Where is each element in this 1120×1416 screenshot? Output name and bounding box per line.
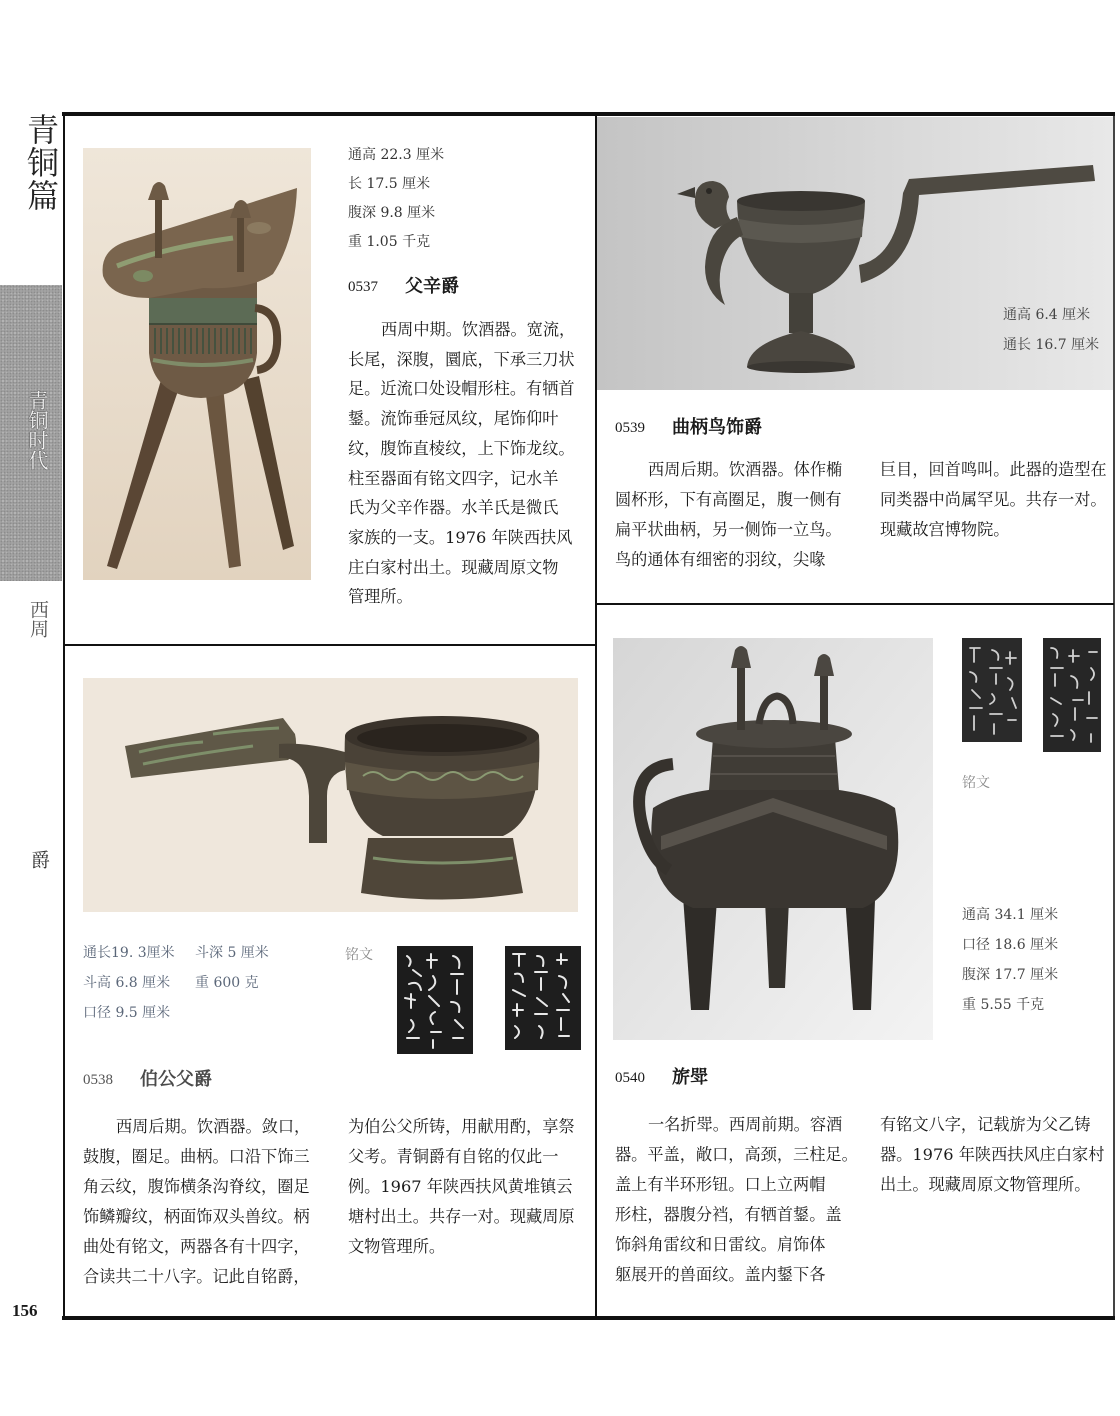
dimension-line: 重 5.55 千克	[962, 997, 1045, 1013]
entry-description-right	[880, 455, 1107, 545]
description-line: 西周中期。饮酒器。宽流，	[381, 320, 576, 339]
dimension-line: 口径 18.6 厘米	[962, 937, 1059, 953]
rubbing-image	[397, 946, 473, 1054]
description-line: 鋬。流饰垂冠凤纹，尾饰仰叶	[348, 409, 559, 429]
description-line: 同类器中尚属罕见。共存一对。	[880, 490, 1107, 509]
description-line: 出土。现藏周原文物管理所。	[880, 1175, 1091, 1194]
dimension-line: 通高 22.3 厘米	[348, 147, 445, 163]
inscription-rubbing	[962, 638, 1022, 742]
rubbing-image	[1043, 638, 1101, 752]
description-line: 例。1967 年陕西扶风黄堆镇云	[348, 1177, 573, 1196]
page-number: 156	[12, 1301, 38, 1320]
qi-jia-photo	[613, 638, 933, 1040]
frame-bottom-rule	[62, 1316, 1115, 1320]
category-label: 爵	[28, 850, 50, 869]
description-line: 器。1976 年陕西扶风庄白家村	[880, 1145, 1105, 1164]
bronze-ladle-jue-image	[83, 678, 578, 912]
description-line: 家族的一支。1976 年陕西扶风	[348, 527, 573, 547]
dimensions	[348, 141, 444, 257]
description-line: 躯展开的兽面纹。盖内鋬下各	[615, 1265, 826, 1284]
entry-description	[348, 315, 575, 612]
description-line: 纹，腹饰直棱纹，上下饰龙纹。	[348, 438, 575, 458]
description-line: 鼓腹，圈足。曲柄。口沿下饰三	[83, 1147, 310, 1166]
inscription-rubbing	[397, 946, 473, 1054]
dimension-line: 腹深 9.8 厘米	[348, 205, 436, 221]
description-line: 西周后期。饮酒器。体作椭	[648, 460, 843, 479]
description-line: 鸟的通体有细密的羽纹，尖喙	[615, 550, 826, 569]
entry-title: 伯公父爵	[140, 1069, 212, 1090]
entry-number: 0540	[615, 1070, 645, 1086]
dimension-line: 重 600 克	[195, 975, 259, 991]
inscription-label: 铭文	[345, 947, 373, 963]
frame-right-rule	[1113, 116, 1115, 1316]
description-line: 器。平盖，敞口，高颈，三柱足。	[615, 1145, 858, 1164]
frame-top-rule	[62, 112, 1115, 116]
entry-number: 0539	[615, 420, 645, 436]
description-line: 塘村出土。共存一对。现藏周原	[348, 1207, 575, 1226]
entry-description-left	[615, 1110, 858, 1290]
dimension-line: 通长 16.7 厘米	[1003, 337, 1100, 353]
description-line: 盖上有半环形钮。口上立两帽	[615, 1175, 826, 1194]
description-line: 扁平状曲柄，另一侧饰一立鸟。	[615, 520, 842, 539]
dimension-line: 通长19. 3厘米	[83, 945, 175, 961]
frame-left-rule	[63, 112, 65, 1320]
entry-description-left	[83, 1112, 310, 1292]
entry-description-right	[880, 1110, 1104, 1200]
description-line: 饰鳞瓣纹，柄面饰双头兽纹。柄	[83, 1207, 310, 1226]
description-line: 合读共二十八字。记此自铭爵，	[83, 1267, 310, 1286]
entry-description-right	[348, 1112, 575, 1262]
description-line: 庄白家村出土。现藏周原文物	[348, 557, 559, 577]
dimension-line: 腹深 17.7 厘米	[962, 967, 1059, 983]
entry-title: 旂斝	[672, 1067, 708, 1088]
section-title: 青铜篇	[22, 113, 60, 212]
description-line: 柱至器面有铭文四字，记水羊	[348, 468, 559, 488]
entry-description-left	[615, 455, 842, 575]
period-label: 西周	[27, 600, 49, 638]
right-divider-rule	[597, 603, 1114, 605]
left-divider-rule	[65, 644, 596, 646]
dimension-line: 斗深 5 厘米	[195, 945, 269, 961]
description-line: 形柱，器腹分裆，有牺首鋬。盖	[615, 1205, 842, 1224]
description-line: 饰斜角雷纹和日雷纹。肩饰体	[615, 1235, 826, 1254]
dimensions	[962, 900, 1058, 1020]
dimension-line: 重 1.05 千克	[348, 234, 431, 250]
description-line: 为伯公父所铸，用献用酌，享祭	[348, 1117, 575, 1136]
inscription-rubbing	[1043, 638, 1101, 752]
bogongfu-jue-photo	[83, 678, 578, 912]
era-label: 青铜时代	[25, 390, 49, 470]
dimension-line: 斗高 6.8 厘米	[83, 975, 171, 991]
description-line: 有铭文八字，记载旂为父乙铸	[880, 1115, 1091, 1134]
dimension-line: 长 17.5 厘米	[348, 176, 431, 192]
description-line: 文物管理所。	[348, 1237, 446, 1256]
entry-title: 曲柄鸟饰爵	[672, 417, 762, 438]
entry-title: 父辛爵	[405, 276, 459, 297]
description-line: 现藏故宫博物院。	[880, 520, 1010, 539]
description-line: 父考。青铜爵有自铭的仅此一	[348, 1147, 559, 1166]
dimensions	[83, 938, 269, 1028]
dimension-line: 口径 9.5 厘米	[83, 1005, 171, 1021]
inscription-rubbing	[505, 946, 581, 1050]
fuxin-jue-photo	[83, 148, 311, 580]
inscription-label: 铭文	[962, 775, 990, 791]
entry-number: 0537	[348, 279, 378, 295]
dimension-line: 通高 34.1 厘米	[962, 907, 1059, 923]
dimensions	[1003, 300, 1099, 360]
description-line: 圆杯形，下有高圈足，腹一侧有	[615, 490, 842, 509]
description-line: 巨目，回首鸣叫。此器的造型在	[880, 460, 1107, 479]
description-line: 氏为父辛作器。水羊氏是微氏	[348, 498, 559, 518]
description-line: 一名折斝。西周前期。容酒	[648, 1115, 843, 1134]
rubbing-image	[505, 946, 581, 1050]
entry-number: 0538	[83, 1072, 113, 1088]
description-line: 管理所。	[348, 587, 413, 607]
bronze-jue-image	[83, 148, 311, 580]
rubbing-image	[962, 638, 1022, 742]
description-line: 曲处有铭文，两器各有十四字，	[83, 1237, 310, 1256]
description-line: 长尾，深腹，圜底，下承三刀状	[348, 349, 575, 369]
dimension-line: 通高 6.4 厘米	[1003, 307, 1091, 323]
description-line: 西周后期。饮酒器。敛口，	[116, 1117, 311, 1136]
description-line: 足。近流口处设帽形柱。有牺首	[348, 379, 575, 399]
description-line: 角云纹，腹饰横条沟脊纹，圈足	[83, 1177, 310, 1196]
bronze-jia-image	[613, 638, 933, 1040]
